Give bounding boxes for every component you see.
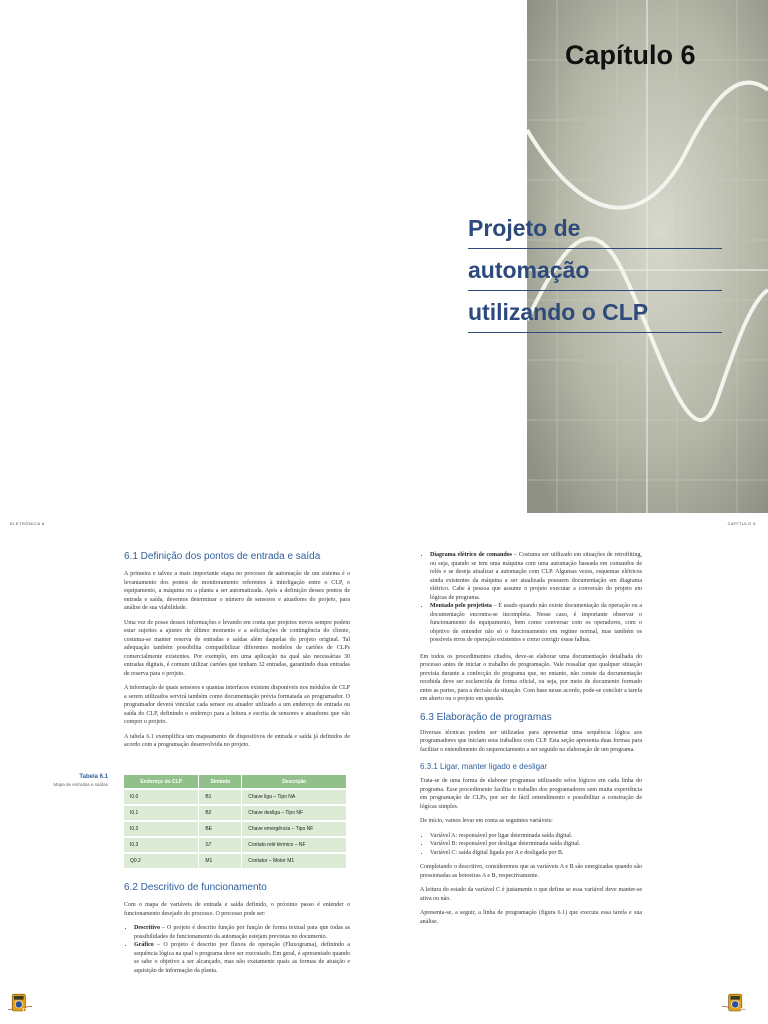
list-item: • Variável A: responsável por ligar determinada saída digital. <box>430 832 642 841</box>
section-6-3-1-heading: 6.3.1 Ligar, manter ligado e desligar <box>420 762 548 771</box>
table-cell: Chave desliga – Tipo NF <box>242 805 347 821</box>
table-caption-label: Tabela 6.1 <box>79 774 108 780</box>
paragraph: Em todos os procedimentos citados, deve-se elaborar uma documentação detalhada do processo antes de iniciar o trabalho de programação. Vale ressaltar que qualquer situação prevista durante a confecção do programa que, no entanto, não conste da documentação recebida deve ser esclarecida de forma oficial, ou seja, por meio de documento formado entre as partes, para a decisão da situação. Com base nesse acordo, pode-se concluir a tarefa em aberto ou o projeto em questão. <box>420 653 642 702</box>
paragraph: Trata-se de uma forma de elaborar programas utilizando selos lógicos em cada linha do programa. Esse procedimento facilita o trabalho dos programadores sem muita experiência em programação de CLPs, por ser de fácil entendimento e possibilitar a construção de lógicas simples. <box>420 778 642 810</box>
list-item-text: – Costuma ser utilizado em situações de retrofitting, ou seja, quando se tem uma máquina com uma automação baseada em comandos de relés e se deseja atualizar a automação com CLP. Algumas vezes, esquemas elétricos ainda existentes da máquina a ser atualizada possuem documentação em diagrama elétrico. Cabe à pessoa que assume o projeto executar a conversão do projeto em lógicas de programa. <box>430 552 642 601</box>
paragraph: A tabela 6.1 exemplifica um mapeamento de dispositivos de entrada e saída já definidos de acordo com a programação desenvolvida no projeto. <box>124 733 350 748</box>
table-cell: B1 <box>199 789 242 805</box>
list-item <box>134 941 350 975</box>
table-caption <box>40 774 108 787</box>
chapter-title-line-3: utilizando o CLP <box>468 297 722 333</box>
running-header-left: ELETRÔNICA 6 <box>10 521 45 526</box>
io-map-table <box>124 775 347 868</box>
table-cell: S7 <box>199 837 242 853</box>
page-number-left: 118 <box>21 1008 31 1014</box>
paragraph: A informação de quais sensores e quantas interfaces existem disponíveis nos módulos de CLP a serem utilizados servirá também como documentação prévia formatada ao programador. O programador deverá vincular cada sensor ou atuador utilizado a um endereço de entrada ou saída do CLP, definindo o endereço para a leitura e escrita de sensores e atuadores que vão compor o projeto. <box>124 685 350 725</box>
table-cell: Q0.2 <box>124 853 199 868</box>
running-header-right: CAPÍTULO 6 <box>727 521 756 526</box>
paragraph: Diversas técnicas podem ser utilizadas para apresentar uma sequência lógica aos programadores que iniciam seus trabalhos com CLP. Esta seção apresenta duas formas para facilitar o entendimento do sequenciamento a ser seguido na elaboração de um programa. <box>420 729 642 753</box>
table-row <box>124 821 347 837</box>
section-6-2-heading: 6.2 Descritivo de funcionamento <box>124 882 267 893</box>
list-item-label: Descritivo <box>134 925 160 931</box>
list-item-text: – É usado quando não existe documentação da operação ou a documentação encontra-se incompleta. Nesse caso, é importante observar o funcionamento do equipamento, bem como conversar com os operadores, com o objetivo de entender não só o funcionamento em regime normal, mas também os possíveis erros de operação existentes e como corrigir essas falhas. <box>430 603 642 643</box>
list-item-text: – O projeto é descrito função por função de forma textual para que todas as possibilidades de funcionamento da automação estejam previstas no documento. <box>134 925 350 940</box>
table-cell: Contato relé térmico – NF <box>242 837 347 853</box>
list-item-label: Diagrama elétrico de comandos <box>430 552 513 558</box>
table-cell: I0.3 <box>124 837 199 853</box>
table-caption-text: Mapa de entradas e saídas <box>53 782 108 787</box>
list-item <box>430 602 642 645</box>
list-item: • Variável B: responsável por desligar determinada saída digital. <box>430 840 642 849</box>
paragraph: Completando o descritivo, consideremos que as variáveis A e B são energizadas quando são pressionadas as botoeiras A e B, respectivamente. <box>420 864 642 879</box>
list-item-text: – O projeto é descrito por fluxos de operação (Fluxograma), definindo a sequência lógica na qual o programa deve ser executado. Em geral, é apresentado quando se sabe o objetivo a ser alcançado, mas não exatamente quais as formas de atuação e aquisição de informação da planta. <box>134 942 350 974</box>
table-header-cell: Endereço do CLP <box>124 775 199 789</box>
section-6-1-heading: 6.1 Definição dos pontos de entrada e saída <box>124 551 321 562</box>
table-cell: Chave liga – Tipo NA <box>242 789 347 805</box>
table-row <box>124 789 347 805</box>
list-item <box>134 924 350 941</box>
table-cell: M1 <box>199 853 242 868</box>
left-column-lower <box>124 882 350 975</box>
paragraph: A leitura do estado da variável C é justamente o que define se essa variável deve manter-se ativa ou não. <box>420 887 642 902</box>
section-6-3-heading: 6.3 Elaboração de programas <box>420 711 552 723</box>
chapter-title-line-2: automação <box>468 255 722 291</box>
table-cell: B2 <box>199 805 242 821</box>
list-item-label: Gráfico <box>134 942 154 948</box>
process-type-list-continued <box>420 551 642 645</box>
process-type-list <box>124 924 350 975</box>
chapter-title-line-1: Projeto de <box>468 213 722 249</box>
table-row <box>124 805 347 821</box>
table-cell: I0.2 <box>124 821 199 837</box>
paragraph: A primeira e talvez a mais importante etapa no processo de automação de um sistema é o levantamento dos pontos de monitoramento referentes à interligação entre o CLP, o equipamento, a máquina ou a planta a ser automatizada. Após a definição desses pontos de entrada e saída, devemos determinar o número de sensores e atuadores do projeto, para análise de sua viabilidade. <box>124 571 350 611</box>
left-column <box>124 551 350 750</box>
table-header-row <box>124 775 347 789</box>
table-row <box>124 853 347 868</box>
variables-list <box>420 832 642 858</box>
table-row <box>124 837 347 853</box>
table-cell: Chave emergência – Tipo NF <box>242 821 347 837</box>
table-cell: I0.0 <box>124 789 199 805</box>
page-number-right: 119 <box>739 1008 749 1014</box>
paragraph: De início, vamos levar em conta as seguintes variáveis: <box>420 818 553 824</box>
list-item: • Variável C: saída digital ligada por A e desligada por B. <box>430 849 642 858</box>
page-badge-right <box>722 990 762 1024</box>
list-item <box>430 551 642 602</box>
table-cell: I0.1 <box>124 805 199 821</box>
table-header-cell: Descrição <box>242 775 347 789</box>
paragraph: Com o mapa de variáveis de entrada e saída definido, o próximo passo é entender o funcionamento desejado do processo. O processo pode ser: <box>124 902 350 917</box>
right-column <box>420 551 642 926</box>
table-header-cell: Símbolo <box>199 775 242 789</box>
paragraph: Uma vez de posse desses informações e levando em conta que projetos novos sempre podem estar sujeitos a ajustes de último momento e a solicitações de contingência do cliente, costuma-se manter reserva de entradas e saídas além daquelas do projeto original. Tal adequação também possibilita compatibilizar diferentes modelos de cartões de CLPs comercialmente existentes. Por exemplo, em uma aplicação na qual são necessárias 30 entradas digitais, é comum utilizar cartões que tenham 32 entradas, garantindo duas entradas de reserva para o projeto. <box>124 619 350 677</box>
list-item-label: Montado pelo projetista <box>430 603 492 609</box>
table-cell: BE <box>199 821 242 837</box>
paragraph: Apresenta-se, a seguir, a linha de programação (figura 6.1) que executa essa tarefa e sua análise. <box>420 910 642 925</box>
chapter-number: Capítulo 6 <box>565 40 696 70</box>
page-badge-left <box>8 990 48 1024</box>
table-cell: Contator – Motor M1 <box>242 853 347 868</box>
